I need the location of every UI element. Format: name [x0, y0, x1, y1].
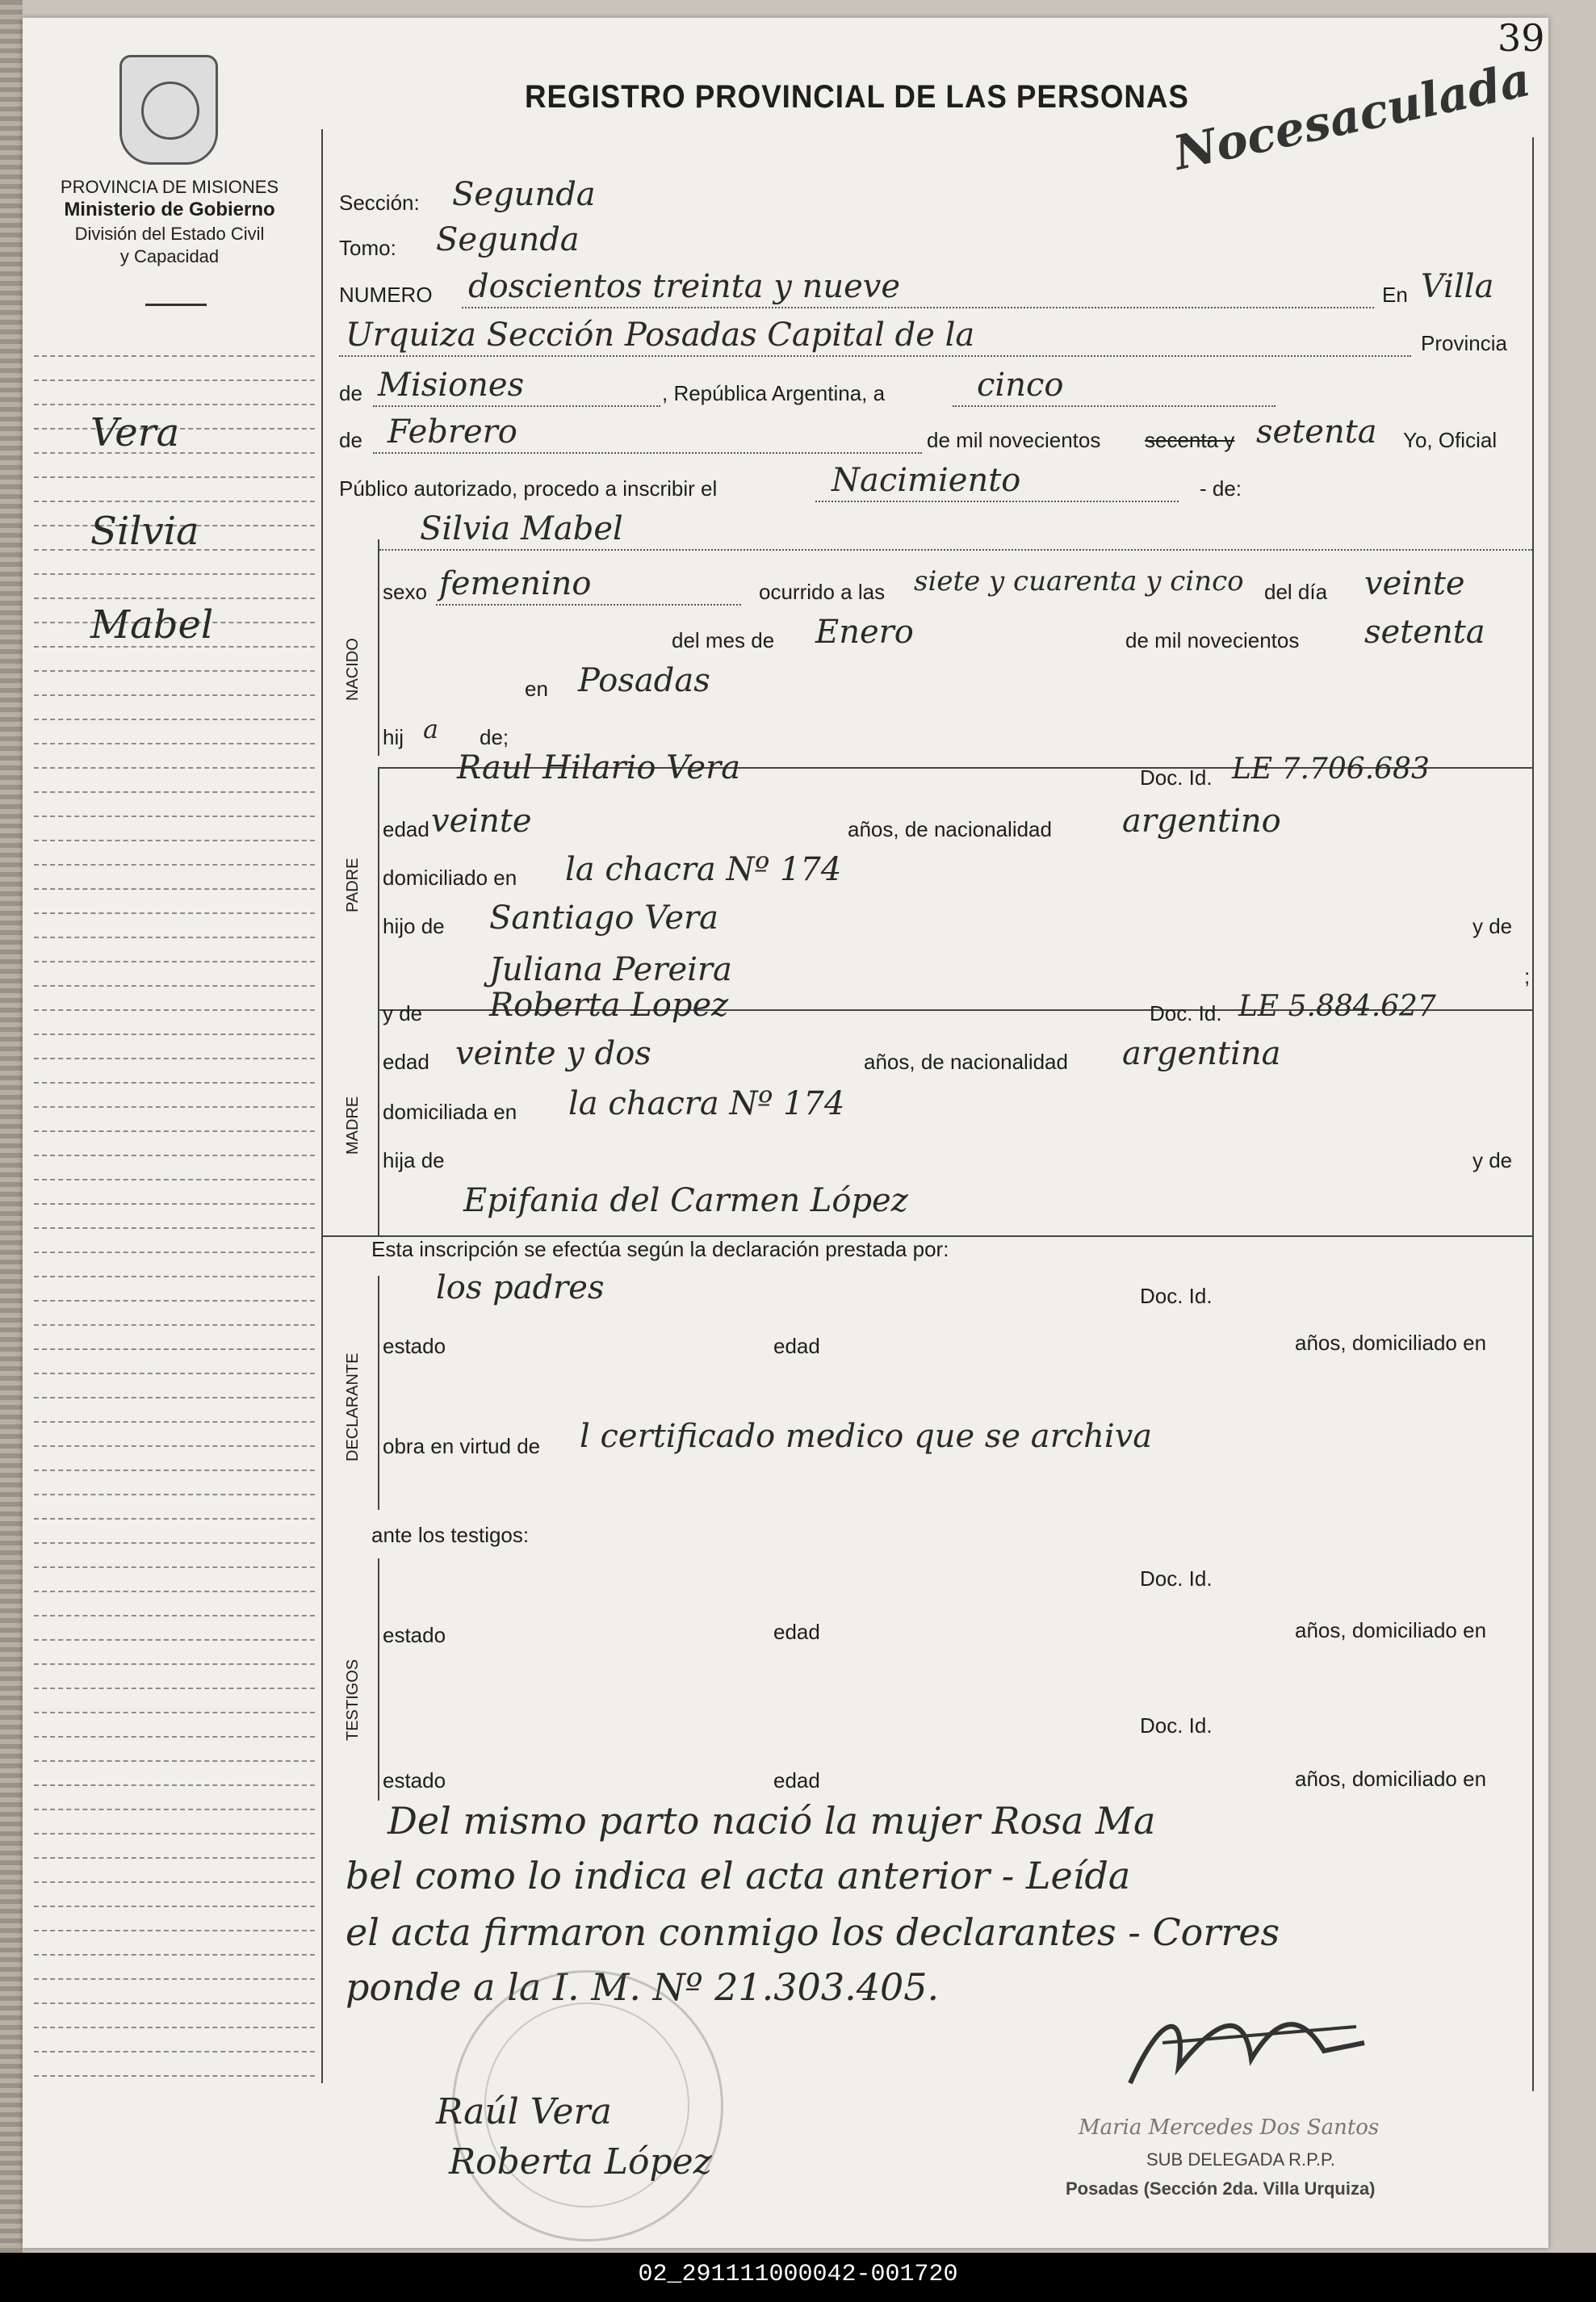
value-madre-doc: LE 5.884.627	[1238, 990, 1436, 1023]
section-label: MADRE	[344, 1096, 362, 1155]
note-line-1: Del mismo parto nació la mujer Rosa Ma	[387, 1799, 1156, 1843]
margin-rule-line	[34, 1542, 315, 1544]
value-padre-nombre: Raul Hilario Vera	[457, 749, 741, 786]
margin-rule-line	[34, 1784, 315, 1786]
label-estado-testigo2: estado	[383, 1768, 446, 1793]
section-label: PADRE	[344, 857, 362, 912]
label-semicolon: ;	[1524, 964, 1531, 988]
dotted-line	[339, 355, 1411, 357]
value-provincia: Misiones	[378, 367, 525, 404]
label-republica: , República Argentina, a	[662, 381, 886, 405]
margin-rule-line	[34, 2075, 315, 2077]
signature-father: Raúl Vera	[436, 2091, 612, 2132]
division-name: División del Estado Civil	[74, 224, 265, 244]
margin-rule-line	[34, 1760, 315, 1762]
province-name: PROVINCIA DE MISIONES	[60, 177, 279, 197]
label-struck-secenta: secenta y	[1145, 428, 1235, 452]
ministry-name: Ministerio de Gobierno	[64, 199, 275, 220]
margin-rule-line	[34, 1421, 315, 1423]
label-mil-nac: de mil novecientos	[1125, 628, 1300, 652]
official-role: SUB DELEGADA R.P.P.	[1146, 2149, 1335, 2170]
label-ocurrido: ocurrido a las	[759, 580, 886, 604]
note-line-3: el acta firmaron conmigo los declarantes - Corres	[346, 1910, 1280, 1954]
margin-rule-line	[34, 864, 315, 866]
label-domiciliado-padre: domiciliado en	[383, 866, 517, 890]
label-en-lugar: en	[525, 677, 548, 701]
margin-rule-line	[34, 1252, 315, 1253]
margin-rule-line	[34, 1300, 315, 1302]
label-hij: hij	[383, 725, 404, 749]
value-abuela-materna: Epifania del Carmen López	[463, 1182, 908, 1219]
margin-rule-line	[34, 1954, 315, 1956]
label-publico: Público autorizado, procedo a inscribir el	[339, 476, 718, 501]
label-domiciliada: domiciliada en	[383, 1100, 517, 1124]
margin-rule-line	[34, 1397, 315, 1398]
page-number: 39	[1498, 16, 1545, 60]
margin-rule-line	[34, 840, 315, 841]
section-madre	[337, 1009, 379, 1235]
margin-border	[321, 129, 323, 2083]
value-acto: Nacimiento	[832, 462, 1021, 499]
value-nombre: Silvia Mabel	[420, 510, 623, 547]
value-sexo: femenino	[439, 565, 592, 602]
margin-note-middle-name: Mabel	[90, 602, 214, 648]
official-signature-icon	[1114, 1994, 1380, 2107]
section-padre	[337, 767, 379, 1009]
label-numero: NUMERO	[339, 283, 433, 307]
label-anos-dom-testigo2: años, domiciliado en	[1295, 1767, 1487, 1791]
margin-rule-line	[34, 1155, 315, 1156]
value-tomo: Segunda	[436, 221, 580, 258]
margin-rule-line	[34, 1930, 315, 1931]
label-estado-testigo1: estado	[383, 1623, 446, 1647]
value-padre-edad: veinte	[431, 803, 532, 840]
dotted-line	[379, 549, 1532, 551]
margin-rule-line	[34, 1688, 315, 1689]
value-numero: doscientos treinta y nueve	[468, 268, 901, 305]
margin-rule-line	[34, 1106, 315, 1108]
value-place: Urquiza Sección Posadas Capital de la	[346, 317, 975, 354]
margin-rule-line	[34, 1857, 315, 1859]
label-edad-testigo2: edad	[773, 1768, 820, 1793]
official-office: Posadas (Sección 2da. Villa Urquiza)	[1066, 2178, 1376, 2199]
label-y-de-madre: y de	[383, 1001, 423, 1025]
label-doc-id-testigo1: Doc. Id.	[1140, 1566, 1213, 1591]
margin-rule-line	[34, 1881, 315, 1883]
margin-rule-line	[34, 985, 315, 987]
margin-rule-line	[34, 501, 315, 502]
value-padre-nac: argentino	[1122, 803, 1281, 840]
label-hijo-de: hijo de	[383, 914, 445, 938]
margin-rule-line	[34, 937, 315, 938]
margin-rule-line	[34, 670, 315, 672]
division-name-2: y Capacidad	[119, 246, 220, 266]
label-edad-padre: edad	[383, 817, 429, 841]
label-del-mes: del mes de	[672, 628, 775, 652]
section-declarante	[337, 1276, 379, 1510]
value-ano: setenta	[1256, 413, 1377, 451]
label-nacionalidad-padre: años, de nacionalidad	[848, 817, 1052, 841]
label-yo-oficial: Yo, Oficial	[1403, 428, 1498, 452]
margin-rule-line	[34, 1591, 315, 1592]
margin-rule-line	[34, 1566, 315, 1568]
margin-rule-line	[34, 1324, 315, 1326]
label-anos-dom-declarante: años, domiciliado en	[1295, 1331, 1487, 1355]
dotted-line	[373, 405, 660, 407]
value-padre-dom: la chacra Nº 174	[565, 851, 842, 888]
margin-rule-line	[34, 1058, 315, 1059]
label-edad-declarante: edad	[773, 1334, 820, 1358]
book-spine	[0, 0, 23, 2253]
margin-rule-line	[34, 1179, 315, 1180]
margin-rule-line	[34, 719, 315, 720]
page-title: REGISTRO PROVINCIAL DE LAS PERSONAS	[525, 79, 1189, 115]
value-padre-doc: LE 7.706.683	[1232, 753, 1430, 786]
margin-rule-line	[34, 1348, 315, 1350]
header-handwritten-stamp: Nocesaculada	[1168, 52, 1535, 181]
label-inscripcion: Esta inscripción se efectúa según la declaración prestada por:	[371, 1237, 949, 1261]
label-provincia: Provincia	[1421, 331, 1507, 355]
label-de-semicolon: de;	[480, 725, 509, 749]
margin-rule-line	[34, 1712, 315, 1713]
margin-rule-line	[34, 1978, 315, 1980]
margin-rule-line	[34, 1130, 315, 1132]
margin-rule-line	[34, 961, 315, 962]
label-hija-de: hija de	[383, 1148, 445, 1172]
margin-rule-line	[34, 355, 315, 357]
margin-rule-line	[34, 1833, 315, 1834]
margin-rule-line	[34, 767, 315, 769]
value-madre-edad: veinte y dos	[455, 1035, 651, 1072]
label-mil: de mil novecientos	[927, 428, 1101, 452]
margin-rule-line	[34, 2027, 315, 2028]
margin-rule-line	[34, 694, 315, 696]
dotted-line	[953, 405, 1276, 407]
margin-rule-line	[34, 598, 315, 599]
value-dia: cinco	[977, 367, 1064, 404]
label-doc-id-testigo2: Doc. Id.	[1140, 1713, 1213, 1738]
margin-note-first-name: Silvia	[90, 509, 199, 554]
dotted-line	[373, 452, 922, 454]
margin-rule-line	[34, 1203, 315, 1205]
value-en: Villa	[1421, 268, 1494, 305]
value-lugar-nac: Posadas	[578, 662, 710, 699]
label-nacionalidad-madre: años, de nacionalidad	[864, 1050, 1068, 1074]
margin-rule-line	[34, 816, 315, 817]
margin-rule-line	[34, 1518, 315, 1520]
value-hora: siete y cuarenta y cinco	[914, 565, 1244, 598]
official-name: Maria Mercedes Dos Santos	[1079, 2115, 1380, 2140]
value-mes: Febrero	[387, 413, 517, 451]
provincial-crest-icon	[119, 55, 218, 165]
label-doc-id-declarante: Doc. Id.	[1140, 1284, 1213, 1308]
margin-rule-line	[34, 1663, 315, 1665]
value-seccion: Segunda	[452, 176, 596, 213]
label-obra: obra en virtud de	[383, 1434, 541, 1458]
margin-rule-line	[34, 1906, 315, 1907]
label-edad-madre: edad	[383, 1050, 429, 1074]
margin-rule-line	[34, 888, 315, 890]
label-en: En	[1382, 283, 1408, 307]
value-declarante: los padres	[436, 1269, 605, 1306]
value-mes-nac: Enero	[815, 614, 914, 651]
margin-rule-line	[34, 1082, 315, 1084]
label-de: de	[339, 381, 362, 405]
value-hij-suffix: a	[423, 714, 439, 744]
value-madre-nac: argentina	[1122, 1035, 1281, 1072]
label-de-mes: de	[339, 428, 362, 452]
section-testigos	[337, 1558, 379, 1801]
section-label: DECLARANTE	[344, 1352, 362, 1461]
value-abuelo-paterno: Santiago Vera	[489, 899, 718, 937]
margin-rule-line	[34, 1227, 315, 1229]
margin-rule-line	[34, 1373, 315, 1374]
right-border	[1532, 137, 1534, 2091]
margin-rule-line	[34, 2051, 315, 2053]
label-ante-testigos: ante los testigos:	[371, 1523, 530, 1547]
header-divider	[145, 304, 207, 306]
margin-rule-line	[34, 1445, 315, 1447]
section-label: NACIDO	[344, 638, 362, 701]
margin-rule-line	[34, 476, 315, 478]
margin-rule-line	[34, 1034, 315, 1035]
margin-rule-line	[34, 1276, 315, 1277]
label-tomo: Tomo:	[339, 236, 396, 260]
label-de-colon: - de:	[1200, 476, 1242, 501]
value-abuela-paterna: Juliana Pereira	[489, 951, 732, 988]
label-estado-declarante: estado	[383, 1334, 446, 1358]
label-doc-id-madre: Doc. Id.	[1150, 1001, 1222, 1025]
margin-rule-line	[34, 1736, 315, 1738]
margin-rule-line	[34, 1809, 315, 1810]
label-del-dia: del día	[1264, 580, 1328, 604]
margin-rule-line	[34, 1470, 315, 1471]
label-y-de: y de	[1472, 914, 1513, 938]
margin-rule-line	[34, 1615, 315, 1616]
margin-rule-line	[34, 379, 315, 381]
margin-rule-line	[34, 743, 315, 744]
label-anos-dom-testigo1: años, domiciliado en	[1295, 1618, 1487, 1642]
margin-rule-line	[34, 2002, 315, 2004]
margin-rule-line	[34, 1639, 315, 1641]
section-label: TESTIGOS	[344, 1658, 362, 1741]
value-obra: l certificado medico que se archiva	[580, 1418, 1153, 1455]
section-nacido	[337, 539, 379, 756]
margin-note-surname: Vera	[90, 410, 180, 455]
margin-rule-line	[34, 573, 315, 575]
value-madre-nombre: Roberta Lopez	[489, 987, 729, 1024]
note-line-2: bel como lo indica el acta anterior - Leída	[346, 1854, 1131, 1897]
margin-rule-line	[34, 1494, 315, 1495]
dotted-line	[462, 307, 1374, 308]
note-line-4: ponde a la I. M. Nº 21.303.405.	[346, 1965, 940, 2009]
margin-rule-line	[34, 1009, 315, 1011]
value-madre-dom: la chacra Nº 174	[568, 1085, 845, 1122]
dotted-line	[436, 604, 741, 606]
value-dia-nac: veinte	[1364, 565, 1465, 602]
margin-rule-line	[34, 791, 315, 793]
label-seccion: Sección:	[339, 191, 420, 215]
label-doc-id-padre: Doc. Id.	[1140, 765, 1213, 790]
value-ano-nac: setenta	[1364, 614, 1485, 651]
label-edad-testigo1: edad	[773, 1620, 820, 1644]
label-sexo: sexo	[383, 580, 427, 604]
signature-mother: Roberta López	[449, 2141, 712, 2182]
margin-rule-line	[34, 404, 315, 405]
dotted-line	[815, 501, 1179, 502]
margin-rule-line	[34, 912, 315, 914]
label-y-de-2: y de	[1472, 1148, 1513, 1172]
footer-image-id: 02_291111000042-001720	[638, 2261, 958, 2288]
